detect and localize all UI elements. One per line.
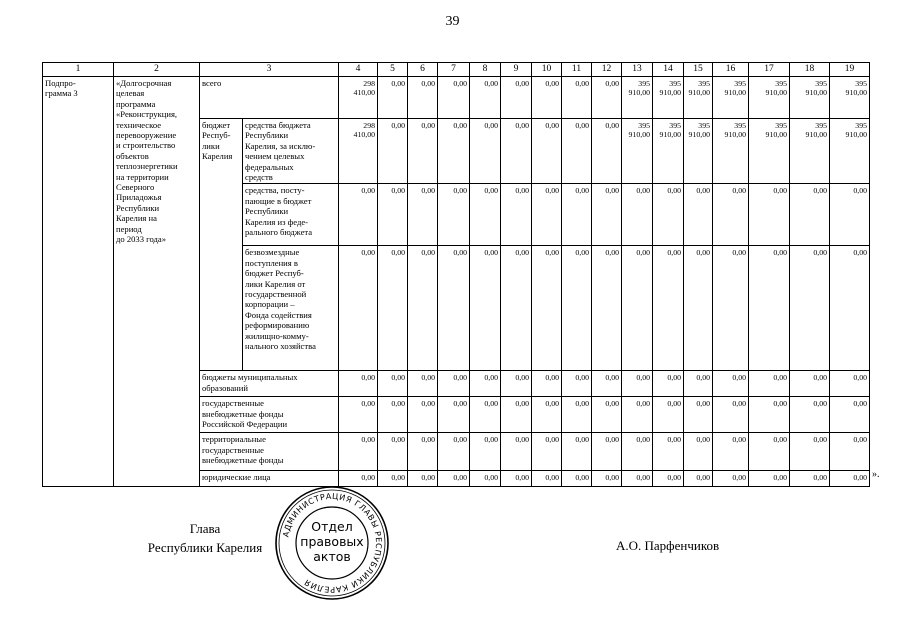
value-cell: 0,00 — [562, 371, 592, 397]
value-cell: 0,00 — [339, 433, 378, 471]
value-cell: 0,00 — [438, 119, 470, 184]
value-cell: 298 410,00 — [339, 119, 378, 184]
value-cell: 0,00 — [438, 471, 470, 487]
value-cell: 0,00 — [501, 371, 532, 397]
value-cell: 0,00 — [562, 246, 592, 371]
row-label: бюджеты муниципальных образований — [200, 371, 339, 397]
value-cell: 0,00 — [830, 371, 870, 397]
value-cell: 0,00 — [790, 371, 830, 397]
program-label: Подпро- грамма 3 — [43, 77, 114, 487]
value-cell: 395 910,00 — [713, 77, 749, 119]
value-cell: 0,00 — [592, 433, 622, 471]
header-cell: 17 — [749, 63, 790, 77]
value-cell: 0,00 — [749, 371, 790, 397]
value-cell: 0,00 — [378, 77, 408, 119]
row-label: всего — [200, 77, 339, 119]
value-cell: 0,00 — [684, 397, 713, 433]
row-label: средства бюджета Республики Карелия, за исклю- чением целевых федеральных средств — [243, 119, 339, 184]
header-cell: 7 — [438, 63, 470, 77]
value-cell: 0,00 — [622, 471, 653, 487]
value-cell: 395 910,00 — [684, 77, 713, 119]
value-cell: 0,00 — [470, 397, 501, 433]
value-cell: 0,00 — [470, 246, 501, 371]
value-cell: 0,00 — [592, 371, 622, 397]
value-cell: 0,00 — [592, 77, 622, 119]
header-cell: 13 — [622, 63, 653, 77]
value-cell: 395 910,00 — [622, 119, 653, 184]
value-cell: 0,00 — [378, 433, 408, 471]
stamp-center-line: Отдел — [311, 519, 353, 534]
value-cell: 0,00 — [408, 397, 438, 433]
value-cell: 0,00 — [562, 397, 592, 433]
header-cell: 2 — [114, 63, 200, 77]
value-cell: 0,00 — [713, 184, 749, 246]
value-cell: 0,00 — [749, 184, 790, 246]
value-cell: 0,00 — [408, 119, 438, 184]
value-cell: 0,00 — [622, 371, 653, 397]
value-cell: 0,00 — [470, 77, 501, 119]
header-cell: 8 — [470, 63, 501, 77]
value-cell: 0,00 — [378, 246, 408, 371]
value-cell: 0,00 — [532, 77, 562, 119]
row-label: государственные внебюджетные фонды Российской Федерации — [200, 397, 339, 433]
header-cell: 4 — [339, 63, 378, 77]
value-cell: 0,00 — [378, 397, 408, 433]
value-cell: 0,00 — [501, 471, 532, 487]
value-cell: 0,00 — [592, 397, 622, 433]
value-cell: 0,00 — [339, 397, 378, 433]
header-cell: 3 — [200, 63, 339, 77]
value-cell: 0,00 — [653, 184, 684, 246]
value-cell: 395 910,00 — [790, 119, 830, 184]
value-cell: 0,00 — [562, 184, 592, 246]
value-cell: 0,00 — [501, 397, 532, 433]
value-cell: 0,00 — [830, 184, 870, 246]
value-cell: 0,00 — [713, 433, 749, 471]
value-cell: 0,00 — [438, 246, 470, 371]
value-cell: 395 910,00 — [653, 119, 684, 184]
value-cell: 0,00 — [653, 371, 684, 397]
value-cell: 0,00 — [562, 119, 592, 184]
value-cell: 0,00 — [592, 246, 622, 371]
header-cell: 6 — [408, 63, 438, 77]
program-name: «Долгосрочная целевая программа «Реконструкция, техническое перевооружение и строительство объектов теплоэнергетики на территории Северного Приладожья Республики Карелия на период до 2033 года» — [114, 77, 200, 487]
header-cell: 9 — [501, 63, 532, 77]
value-cell: 0,00 — [653, 433, 684, 471]
value-cell: 0,00 — [532, 246, 562, 371]
value-cell: 0,00 — [653, 246, 684, 371]
value-cell: 0,00 — [339, 184, 378, 246]
value-cell: 0,00 — [622, 397, 653, 433]
value-cell: 0,00 — [622, 184, 653, 246]
value-cell: 0,00 — [713, 397, 749, 433]
value-cell: 0,00 — [470, 371, 501, 397]
header-cell: 16 — [713, 63, 749, 77]
row-label: безвозмездные поступления в бюджет Респуб- лики Карелия от государственной корпорации – Фонда содействия реформированию жилищно-комму- нального хозяйства — [243, 246, 339, 371]
value-cell: 395 910,00 — [749, 77, 790, 119]
value-cell: 0,00 — [408, 433, 438, 471]
value-cell: 0,00 — [790, 433, 830, 471]
value-cell: 0,00 — [532, 184, 562, 246]
value-cell: 0,00 — [339, 246, 378, 371]
page-number: 39 — [445, 14, 460, 29]
value-cell: 0,00 — [562, 433, 592, 471]
row-label: средства, посту- пающие в бюджет Республики Карелия из феде- рального бюджета — [243, 184, 339, 246]
value-cell: 0,00 — [684, 184, 713, 246]
value-cell: 0,00 — [713, 471, 749, 487]
value-cell: 0,00 — [339, 471, 378, 487]
value-cell: 395 910,00 — [790, 77, 830, 119]
value-cell: 0,00 — [408, 246, 438, 371]
value-cell: 0,00 — [339, 371, 378, 397]
value-cell: 395 910,00 — [713, 119, 749, 184]
signatory-name: А.О. Парфенчиков — [616, 538, 720, 553]
value-cell: 0,00 — [622, 433, 653, 471]
signatory-title — [130, 519, 280, 557]
value-cell: 0,00 — [438, 77, 470, 119]
value-cell: 0,00 — [438, 433, 470, 471]
row-label: юридические лица — [200, 471, 339, 487]
value-cell: 0,00 — [684, 246, 713, 371]
value-cell: 0,00 — [684, 433, 713, 471]
value-cell: 0,00 — [653, 397, 684, 433]
table-row — [43, 77, 870, 119]
signatory-title-line: Глава Республики Карелия — [147, 521, 263, 555]
header-cell: 1 — [43, 63, 114, 77]
value-cell: 395 910,00 — [830, 119, 870, 184]
header-cell: 5 — [378, 63, 408, 77]
value-cell: 0,00 — [532, 371, 562, 397]
stamp-center-line: актов — [313, 549, 351, 564]
value-cell: 0,00 — [562, 471, 592, 487]
value-cell: 0,00 — [713, 371, 749, 397]
value-cell: 0,00 — [653, 471, 684, 487]
value-cell: 0,00 — [378, 184, 408, 246]
value-cell: 395 910,00 — [653, 77, 684, 119]
value-cell: 0,00 — [749, 246, 790, 371]
stamp-center-line: правовых — [300, 534, 364, 549]
value-cell: 0,00 — [622, 246, 653, 371]
official-stamp — [272, 478, 392, 608]
value-cell: 0,00 — [501, 433, 532, 471]
value-cell: 0,00 — [592, 471, 622, 487]
budget-group-label: бюджет Респуб- лики Карелия — [200, 119, 243, 371]
value-cell: 0,00 — [470, 119, 501, 184]
value-cell: 0,00 — [830, 471, 870, 487]
value-cell: 0,00 — [592, 119, 622, 184]
value-cell: 0,00 — [790, 471, 830, 487]
value-cell: 0,00 — [790, 184, 830, 246]
value-cell: 395 910,00 — [830, 77, 870, 119]
row-label: территориальные государственные внебюджетные фонды — [200, 433, 339, 471]
financing-table — [42, 62, 870, 487]
stamp-ring-text: АДМИНИСТРАЦИЯ ГЛАВЫ РЕСПУБЛИКИ КАРЕЛИЯ — [281, 491, 384, 595]
value-cell: 395 910,00 — [749, 119, 790, 184]
value-cell: 0,00 — [501, 246, 532, 371]
header-cell: 10 — [532, 63, 562, 77]
value-cell: 0,00 — [438, 397, 470, 433]
value-cell: 0,00 — [470, 184, 501, 246]
value-cell: 0,00 — [749, 397, 790, 433]
header-cell: 15 — [684, 63, 713, 77]
value-cell: 0,00 — [532, 119, 562, 184]
value-cell: 0,00 — [562, 77, 592, 119]
value-cell: 0,00 — [501, 119, 532, 184]
value-cell: 0,00 — [592, 184, 622, 246]
header-cell: 19 — [830, 63, 870, 77]
value-cell: 0,00 — [790, 246, 830, 371]
closing-quote: ». — [872, 469, 880, 480]
value-cell: 0,00 — [438, 184, 470, 246]
value-cell: 0,00 — [470, 433, 501, 471]
header-cell: 18 — [790, 63, 830, 77]
value-cell: 0,00 — [532, 471, 562, 487]
value-cell: 395 910,00 — [622, 77, 653, 119]
header-cell: 12 — [592, 63, 622, 77]
value-cell: 0,00 — [830, 397, 870, 433]
value-cell: 0,00 — [408, 471, 438, 487]
value-cell: 0,00 — [501, 184, 532, 246]
value-cell: 0,00 — [378, 471, 408, 487]
value-cell: 0,00 — [378, 119, 408, 184]
value-cell: 0,00 — [408, 77, 438, 119]
value-cell: 0,00 — [830, 433, 870, 471]
value-cell: 0,00 — [408, 371, 438, 397]
value-cell: 0,00 — [790, 397, 830, 433]
value-cell: 0,00 — [378, 371, 408, 397]
value-cell: 0,00 — [408, 184, 438, 246]
value-cell: 0,00 — [501, 77, 532, 119]
value-cell: 0,00 — [749, 471, 790, 487]
value-cell: 0,00 — [684, 371, 713, 397]
value-cell: 0,00 — [830, 246, 870, 371]
value-cell: 395 910,00 — [684, 119, 713, 184]
value-cell: 298 410,00 — [339, 77, 378, 119]
value-cell: 0,00 — [532, 433, 562, 471]
value-cell: 0,00 — [684, 471, 713, 487]
value-cell: 0,00 — [749, 433, 790, 471]
header-cell: 11 — [562, 63, 592, 77]
header-row — [43, 63, 870, 77]
value-cell: 0,00 — [438, 371, 470, 397]
value-cell: 0,00 — [470, 471, 501, 487]
value-cell: 0,00 — [532, 397, 562, 433]
value-cell: 0,00 — [713, 246, 749, 371]
header-cell: 14 — [653, 63, 684, 77]
